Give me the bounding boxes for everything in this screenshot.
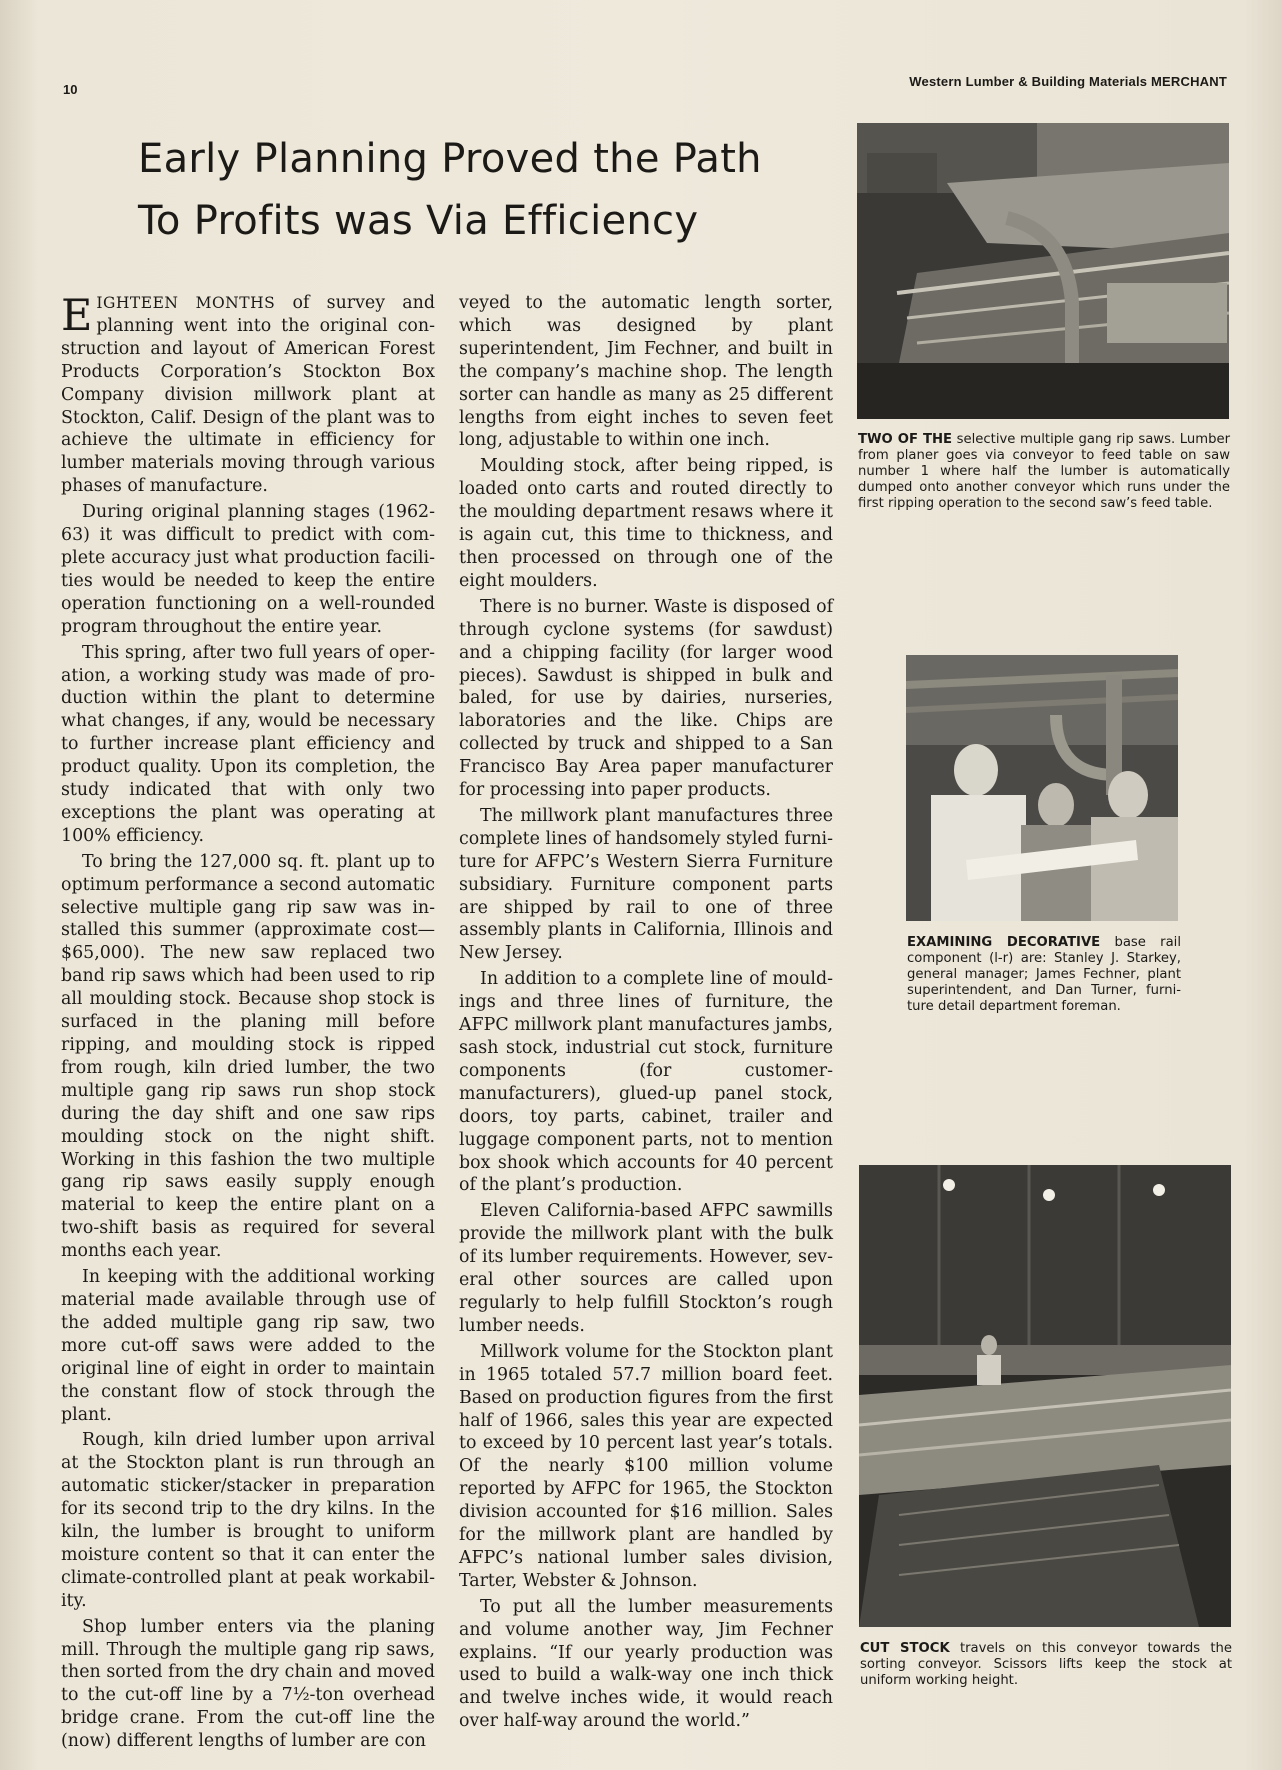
caption-photo-three-men: [907, 935, 1181, 1015]
headline: [138, 128, 838, 252]
article-column-1: [61, 292, 435, 1756]
photo-three-men-image: [906, 655, 1178, 921]
photo-rip-saws-image: [857, 123, 1229, 419]
paragraph: veyed to the automatic length sorter, which was designed by plant superintendent, Jim Fechner, and built in the company’s machine shop. The length sorter can handle as many as 25 different lengths from eight inches to seven feet long, adjustable to within one inch.: [459, 293, 833, 451]
paragraph: Eleven California-based AFPC sawmills provide the millwork plant with the bulk of its lumber requirements. However, several other sources are called upon regularly to help fulfill Stockton’s rough lumber needs.: [459, 1201, 833, 1336]
paragraph: During original planning stages (1962-63) it was difficult to predict with complete accuracy just what production facilities would be needed to keep the entire operation functioning on a well-rounded program throughout the entire year.: [61, 502, 435, 637]
paragraph: Rough, kiln dried lumber upon arrival at the Stockton plant is run through an automatic sticker/stacker in preparation for its second trip to the dry kilns. In the kiln, the lumber is brought to uniform moisture content so that it can enter the climate-controlled plant at peak workability.: [61, 1430, 435, 1611]
running-header: Western Lumber & Building Materials MERCHANT: [909, 74, 1227, 89]
paragraph: There is no burner. Waste is disposed of through cyclone systems (for sawdust) and a chipping facility (for larger wood pieces). Sawdust is shipped in bulk and baled, for use by dairies, nurseries, laboratories and the like. Chips are collected by truck and shipped to a San Francisco Bay Area paper manufacturer for processing into paper products.: [459, 596, 833, 801]
paragraph: Moulding stock, after being ripped, is loaded onto carts and routed directly to the moulding department resaws where it is again cut, this time to thickness, and then processed on through one of the eight moulders.: [459, 456, 833, 591]
photo-rip-saws: [857, 123, 1229, 419]
caption-lead: CUT STOCK: [860, 1641, 950, 1656]
paragraph: [61, 292, 435, 498]
caption-lead: EXAMINING DECORATIVE: [907, 935, 1101, 950]
caption-photo-rip-saws: [858, 432, 1230, 512]
paragraph-text: of survey and planning went into the original construction and layout of American Forest Products Corporation’s Stockton Box Company division millwork plant at Stockton, Calif. Design of the plant was to achieve the ultimate in efficiency for lumber materials moving through various phases of manufacture.: [61, 293, 435, 497]
paragraph: To bring the 127,000 sq. ft. plant up to optimum performance a second automatic selective multiple gang rip saw was installed this summer (approximate cost—$65,000). The new saw replaced two band rip saws which had been used to rip all moulding stock. Because shop stock is surfaced in the planing mill before ripping, and moulding stock is ripped from rough, kiln dried lumber, the two multiple gang rip saws run shop stock during the day shift and one saw rips moulding stock on the night shift. Working in this fashion the two multiple gang rip saws easily supply enough material to keep the entire plant on a two-shift basis as required for several months each year.: [61, 851, 435, 1262]
paragraph: Millwork volume for the Stockton plant in 1965 totaled 57.7 million board feet. Based on production figures from the first half of 1966, sales this year are expected to exceed by 10 percent last year’s totals. Of the nearly $100 million volume reported by AFPC for 1965, the Stockton division accounted for $16 million. Sales for the millwork plant are handled by AFPC’s national lumber sales division, Tarter, Webster & Johnson.: [459, 1341, 833, 1591]
paragraph: The millwork plant manufactures three complete lines of handsomely styled furniture for AFPC’s Western Sierra Furniture subsidiary. Furniture component parts are shipped by rail to one of three assembly plants in California, Illinois and New Jersey.: [459, 805, 833, 964]
paragraph: Shop lumber enters via the planing mill. Through the multiple gang rip saws, then sorted from the dry chain and moved to the cut-off line by a 7½-ton overhead bridge crane. From the cut-off line the (now) different lengths of lumber are con: [61, 1616, 435, 1752]
caption-text: travels on this conveyor towards the sorting conveyor. Scissors lifts keep the stock at uniform working height.: [860, 1641, 1233, 1688]
lead-in-words: IGHTEEN MONTHS: [96, 294, 276, 312]
headline-line-1: Early Planning Proved the Path: [138, 136, 762, 182]
paragraph: In keeping with the additional working material made available through use of the added multiple gang rip saw, two more cut-off saws were added to the original line of eight in order to maintain the constant flow of stock through the plant.: [61, 1267, 435, 1425]
caption-text: base rail component (l-r) are: Stanley J. Starkey, general manager; James Fechner, plant superintendent, and Dan Turner, furniture detail department foreman.: [907, 935, 1181, 1014]
paragraph: To put all the lumber measurements and volume another way, Jim Fechner explains. “If our yearly production was used to build a walk-way one inch thick and twelve inches wide, it would reach over half-way around the world.”: [459, 1596, 833, 1732]
headline-line-2: To Profits was Via Efficiency: [138, 198, 699, 244]
drop-cap: E: [61, 291, 93, 341]
paragraph: In addition to a complete line of mouldings and three lines of furniture, the AFPC millwork plant manufactures jambs, sash stock, industrial cut stock, furniture components (for customer-manufacturers), glued-up panel stock, doors, toy parts, cabinet, trailer and luggage component parts, not to mention box shook which accounts for 40 percent of the plant’s production.: [459, 969, 833, 1196]
photo-cut-stock-conveyor: [859, 1165, 1231, 1627]
caption-lead: TWO OF THE: [858, 432, 953, 447]
page-number: 10: [63, 82, 78, 97]
paragraph: This spring, after two full years of operation, a working study was made of production within the plant to determine what changes, if any, would be necessary to further increase plant efficiency and product quality. Upon its completion, the study indicated that with only two exceptions the plant was operating at 100% efficiency.: [61, 642, 435, 846]
article-column-2: [459, 292, 833, 1736]
photo-three-men: [906, 655, 1178, 921]
caption-photo-conveyor: [860, 1641, 1232, 1689]
caption-text: selective multiple gang rip saws. Lumber from planer goes via conveyor to feed table on saw number 1 where half the lumber is automatically dumped onto another conveyor which runs under the first ripping operation to the second saw’s feed table.: [858, 432, 1230, 511]
photo-conveyor-image: [859, 1165, 1231, 1627]
